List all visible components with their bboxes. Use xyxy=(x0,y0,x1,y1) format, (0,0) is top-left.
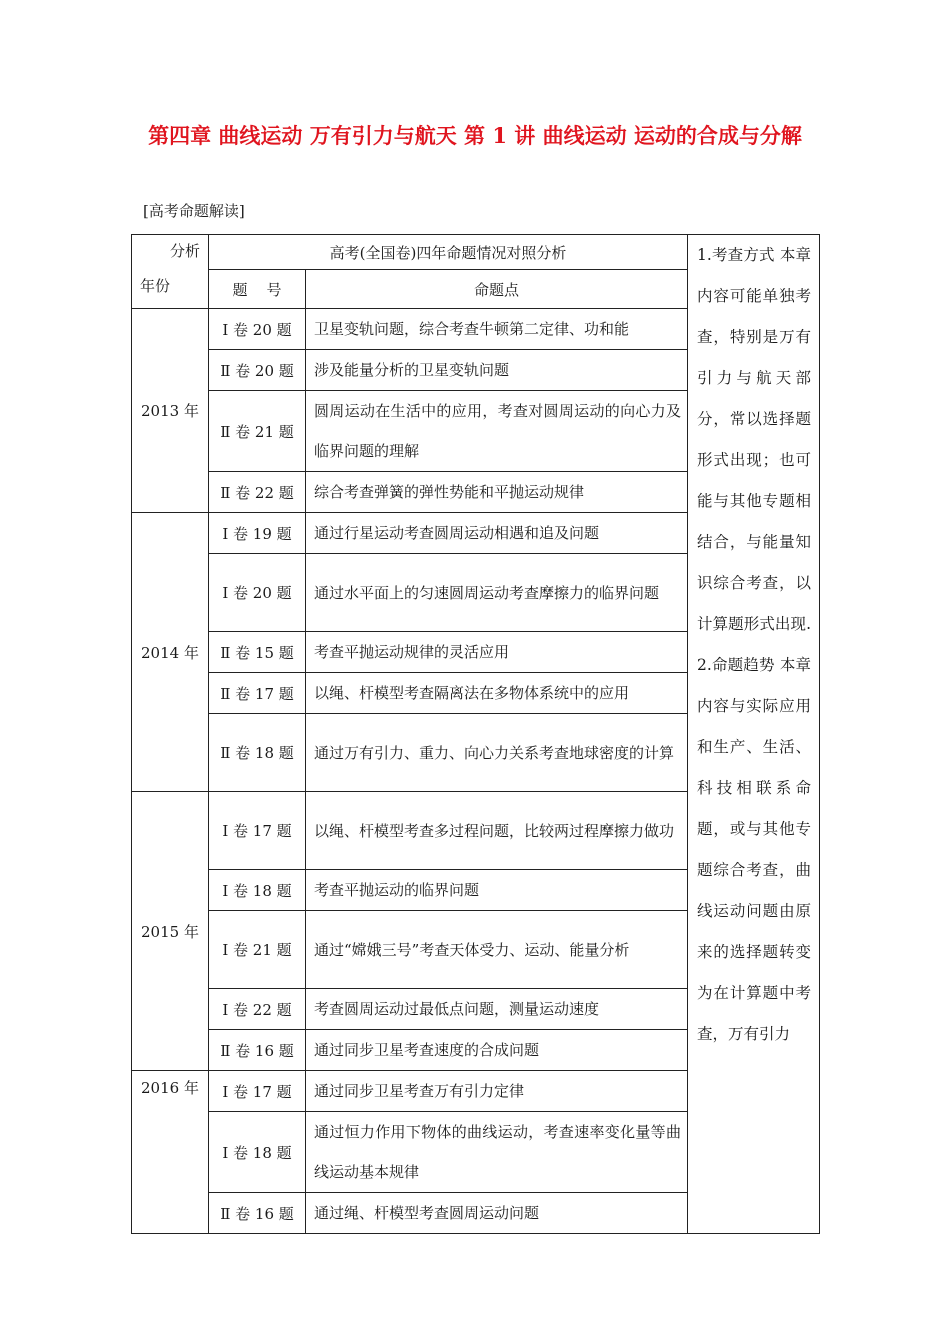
topic-cell: 以绳、杆模型考查隔离法在多物体系统中的应用 xyxy=(306,673,688,714)
page-title: 第四章 曲线运动 万有引力与航天 第 1 讲 曲线运动 运动的合成与分解 xyxy=(148,123,802,148)
question-number: Ⅱ 卷 17 题 xyxy=(209,673,306,714)
topic-cell: 通过“嫦娥三号”考查天体受力、运动、能量分析 xyxy=(306,911,688,989)
topic-cell: 通过同步卫星考查万有引力定律 xyxy=(306,1071,688,1112)
topic-cell: 通过同步卫星考查速度的合成问题 xyxy=(306,1030,688,1071)
topic-cell: 通过万有引力、重力、向心力关系考查地球密度的计算 xyxy=(306,714,688,792)
question-number: Ⅱ 卷 20 题 xyxy=(209,350,306,391)
question-number: Ⅰ 卷 18 题 xyxy=(209,1112,306,1193)
question-number: Ⅰ 卷 21 题 xyxy=(209,911,306,989)
question-number: Ⅱ 卷 16 题 xyxy=(209,1193,306,1234)
question-number: Ⅱ 卷 22 题 xyxy=(209,472,306,513)
question-number: Ⅱ 卷 16 题 xyxy=(209,1030,306,1071)
question-number: Ⅰ 卷 19 题 xyxy=(209,513,306,554)
question-number: Ⅰ 卷 17 题 xyxy=(209,1071,306,1112)
year-cell: 2015 年 xyxy=(132,792,209,1071)
topic-cell: 涉及能量分析的卫星变轨问题 xyxy=(306,350,688,391)
topic-cell: 通过水平面上的匀速圆周运动考查摩擦力的临界问题 xyxy=(306,554,688,632)
year-cell: 2013 年 xyxy=(132,309,209,513)
topic-cell: 考查平抛运动规律的灵活应用 xyxy=(306,632,688,673)
question-number: Ⅰ 卷 22 题 xyxy=(209,989,306,1030)
question-number: Ⅰ 卷 20 题 xyxy=(209,309,306,350)
corner-bottom-label: 年份 xyxy=(140,277,171,295)
corner-top-label: 分析 xyxy=(170,242,201,260)
year-cell: 2016 年 xyxy=(132,1071,209,1234)
topic-cell: 通过恒力作用下物体的曲线运动，考查速率变化量等曲线运动基本规律 xyxy=(306,1112,688,1193)
side-text: 1.考查方式 本章内容可能单独考查，特别是万有引力与航天部分，常以选择题形式出现；也可能与其他专题相结合，与能量知识综合考查，以计算题形式出现. 2.命题趋势 本章内容与实际应用和生产、生活、科技相联系命题，或与其他专题综合考查，曲线运动问题由原来的选择题转变为在计算题中考查，万有引力 xyxy=(697,246,811,1043)
section-label: [高考命题解读] xyxy=(143,202,245,220)
topic-cell: 卫星变轨问题，综合考查牛顿第二定律、功和能 xyxy=(306,309,688,350)
col-header-number: 题 号 xyxy=(209,270,306,309)
exam-analysis-table xyxy=(131,234,820,1234)
topic-cell: 通过行星运动考查圆周运动相遇和追及问题 xyxy=(306,513,688,554)
topic-cell: 考查圆周运动过最低点问题，测量运动速度 xyxy=(306,989,688,1030)
question-number: Ⅰ 卷 20 题 xyxy=(209,554,306,632)
topic-cell: 以绳、杆模型考查多过程问题，比较两过程摩擦力做功 xyxy=(306,792,688,870)
side-notes xyxy=(688,235,820,1234)
question-number: Ⅱ 卷 21 题 xyxy=(209,391,306,472)
year-cell: 2014 年 xyxy=(132,513,209,792)
topic-cell: 考查平抛运动的临界问题 xyxy=(306,870,688,911)
topic-cell: 圆周运动在生活中的应用，考查对圆周运动的向心力及临界问题的理解 xyxy=(306,391,688,472)
group-header: 高考(全国卷)四年命题情况对照分析 xyxy=(209,235,688,270)
topic-cell: 通过绳、杆模型考查圆周运动问题 xyxy=(306,1193,688,1234)
corner-cell xyxy=(132,235,209,309)
topic-cell: 综合考查弹簧的弹性势能和平抛运动规律 xyxy=(306,472,688,513)
question-number: Ⅰ 卷 17 题 xyxy=(209,792,306,870)
question-number: Ⅰ 卷 18 题 xyxy=(209,870,306,911)
question-number: Ⅱ 卷 18 题 xyxy=(209,714,306,792)
col-header-topic: 命题点 xyxy=(306,270,688,309)
question-number: Ⅱ 卷 15 题 xyxy=(209,632,306,673)
